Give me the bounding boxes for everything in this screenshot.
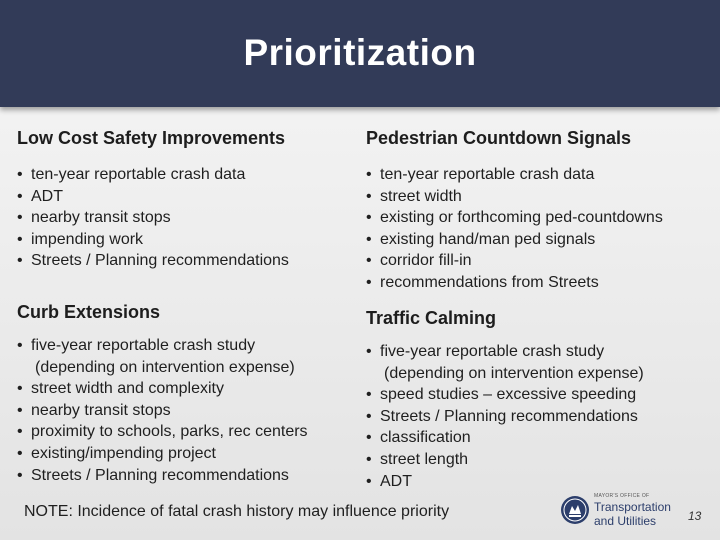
- list-item: • ten-year reportable crash data: [17, 164, 289, 186]
- section-heading: Low Cost Safety Improvements: [17, 128, 286, 148]
- bullet-icon: •: [17, 466, 23, 484]
- bullet-icon: •: [366, 187, 372, 205]
- logo-small-text: MAYOR'S OFFICE OF: [594, 493, 650, 499]
- list-item-continuation: (depending on intervention expense): [384, 364, 644, 382]
- list-item: • nearby transit stops: [17, 207, 289, 229]
- bullet-icon: •: [17, 230, 23, 248]
- list-item: • ADT: [17, 186, 289, 208]
- list-item: • corridor fill-in: [366, 250, 663, 272]
- list-item-continuation: (depending on intervention expense): [35, 358, 295, 376]
- list-item: • recommendations from Streets: [366, 272, 663, 294]
- bullet-list: [366, 341, 644, 492]
- bullet-icon: •: [17, 337, 23, 354]
- list-item: • existing or forthcoming ped-countdowns: [366, 207, 663, 229]
- section-ped-countdown: [366, 128, 663, 294]
- logo-line-2: and Utilities: [594, 514, 657, 528]
- bullet-icon: •: [366, 407, 372, 425]
- page-title: Prioritization: [243, 31, 477, 73]
- list-item: • existing hand/man ped signals: [366, 229, 663, 251]
- section-traffic-calming: [366, 308, 644, 492]
- bullet-icon: •: [366, 252, 372, 270]
- bullet-icon: •: [17, 401, 23, 419]
- note-text: NOTE: Incidence of fatal crash history may influence priority: [24, 503, 450, 520]
- list-item: • ADT: [366, 471, 644, 493]
- bullet-icon: •: [17, 444, 23, 462]
- list-item: • impending work: [17, 229, 289, 251]
- mayors-office-logo: [560, 493, 678, 533]
- bullet-list: [366, 164, 663, 294]
- section-curb-extensions: [17, 302, 308, 486]
- list-item: • five-year reportable crash study: [366, 341, 644, 363]
- bullet-icon: •: [366, 209, 372, 227]
- list-item: • Streets / Planning recommendations: [366, 406, 644, 428]
- list-item: • ten-year reportable crash data: [366, 164, 663, 186]
- list-item: • classification: [366, 427, 644, 449]
- list-item: • street width and complexity: [17, 378, 308, 400]
- bullet-icon: •: [366, 386, 372, 404]
- bullet-icon: •: [17, 380, 23, 398]
- list-item: • existing/impending project: [17, 443, 308, 465]
- list-item: • speed studies – excessive speeding: [366, 384, 644, 406]
- list-item: • street width: [366, 186, 663, 208]
- section-low-cost-safety: [17, 128, 289, 272]
- bullet-icon: •: [17, 209, 23, 227]
- bullet-icon: •: [366, 230, 372, 248]
- bullet-list: [17, 335, 308, 486]
- bullet-icon: •: [366, 273, 372, 291]
- bullet-icon: •: [17, 423, 23, 441]
- bullet-icon: •: [366, 472, 372, 490]
- list-item: • street length: [366, 449, 644, 471]
- list-item: • Streets / Planning recommendations: [17, 250, 289, 272]
- bullet-list: [17, 164, 289, 272]
- bullet-icon: •: [366, 343, 372, 360]
- title-bar: [0, 0, 720, 107]
- list-item: • Streets / Planning recommendations: [17, 465, 308, 487]
- section-heading: Pedestrian Countdown Signals: [366, 128, 632, 148]
- bullet-icon: •: [366, 450, 372, 468]
- bullet-icon: •: [366, 429, 372, 447]
- list-item: • nearby transit stops: [17, 400, 308, 422]
- bullet-icon: •: [17, 166, 23, 183]
- city-seal-icon: [560, 495, 590, 525]
- logo-line-1: Transportation: [594, 500, 671, 514]
- list-item: • five-year reportable crash study: [17, 335, 308, 357]
- section-heading: Curb Extensions: [17, 302, 161, 322]
- bullet-icon: •: [17, 187, 23, 205]
- page-number: 13: [688, 509, 702, 523]
- list-item: • proximity to schools, parks, rec centers: [17, 421, 308, 443]
- bullet-icon: •: [366, 166, 372, 183]
- section-heading: Traffic Calming: [366, 308, 497, 328]
- bullet-icon: •: [17, 252, 23, 270]
